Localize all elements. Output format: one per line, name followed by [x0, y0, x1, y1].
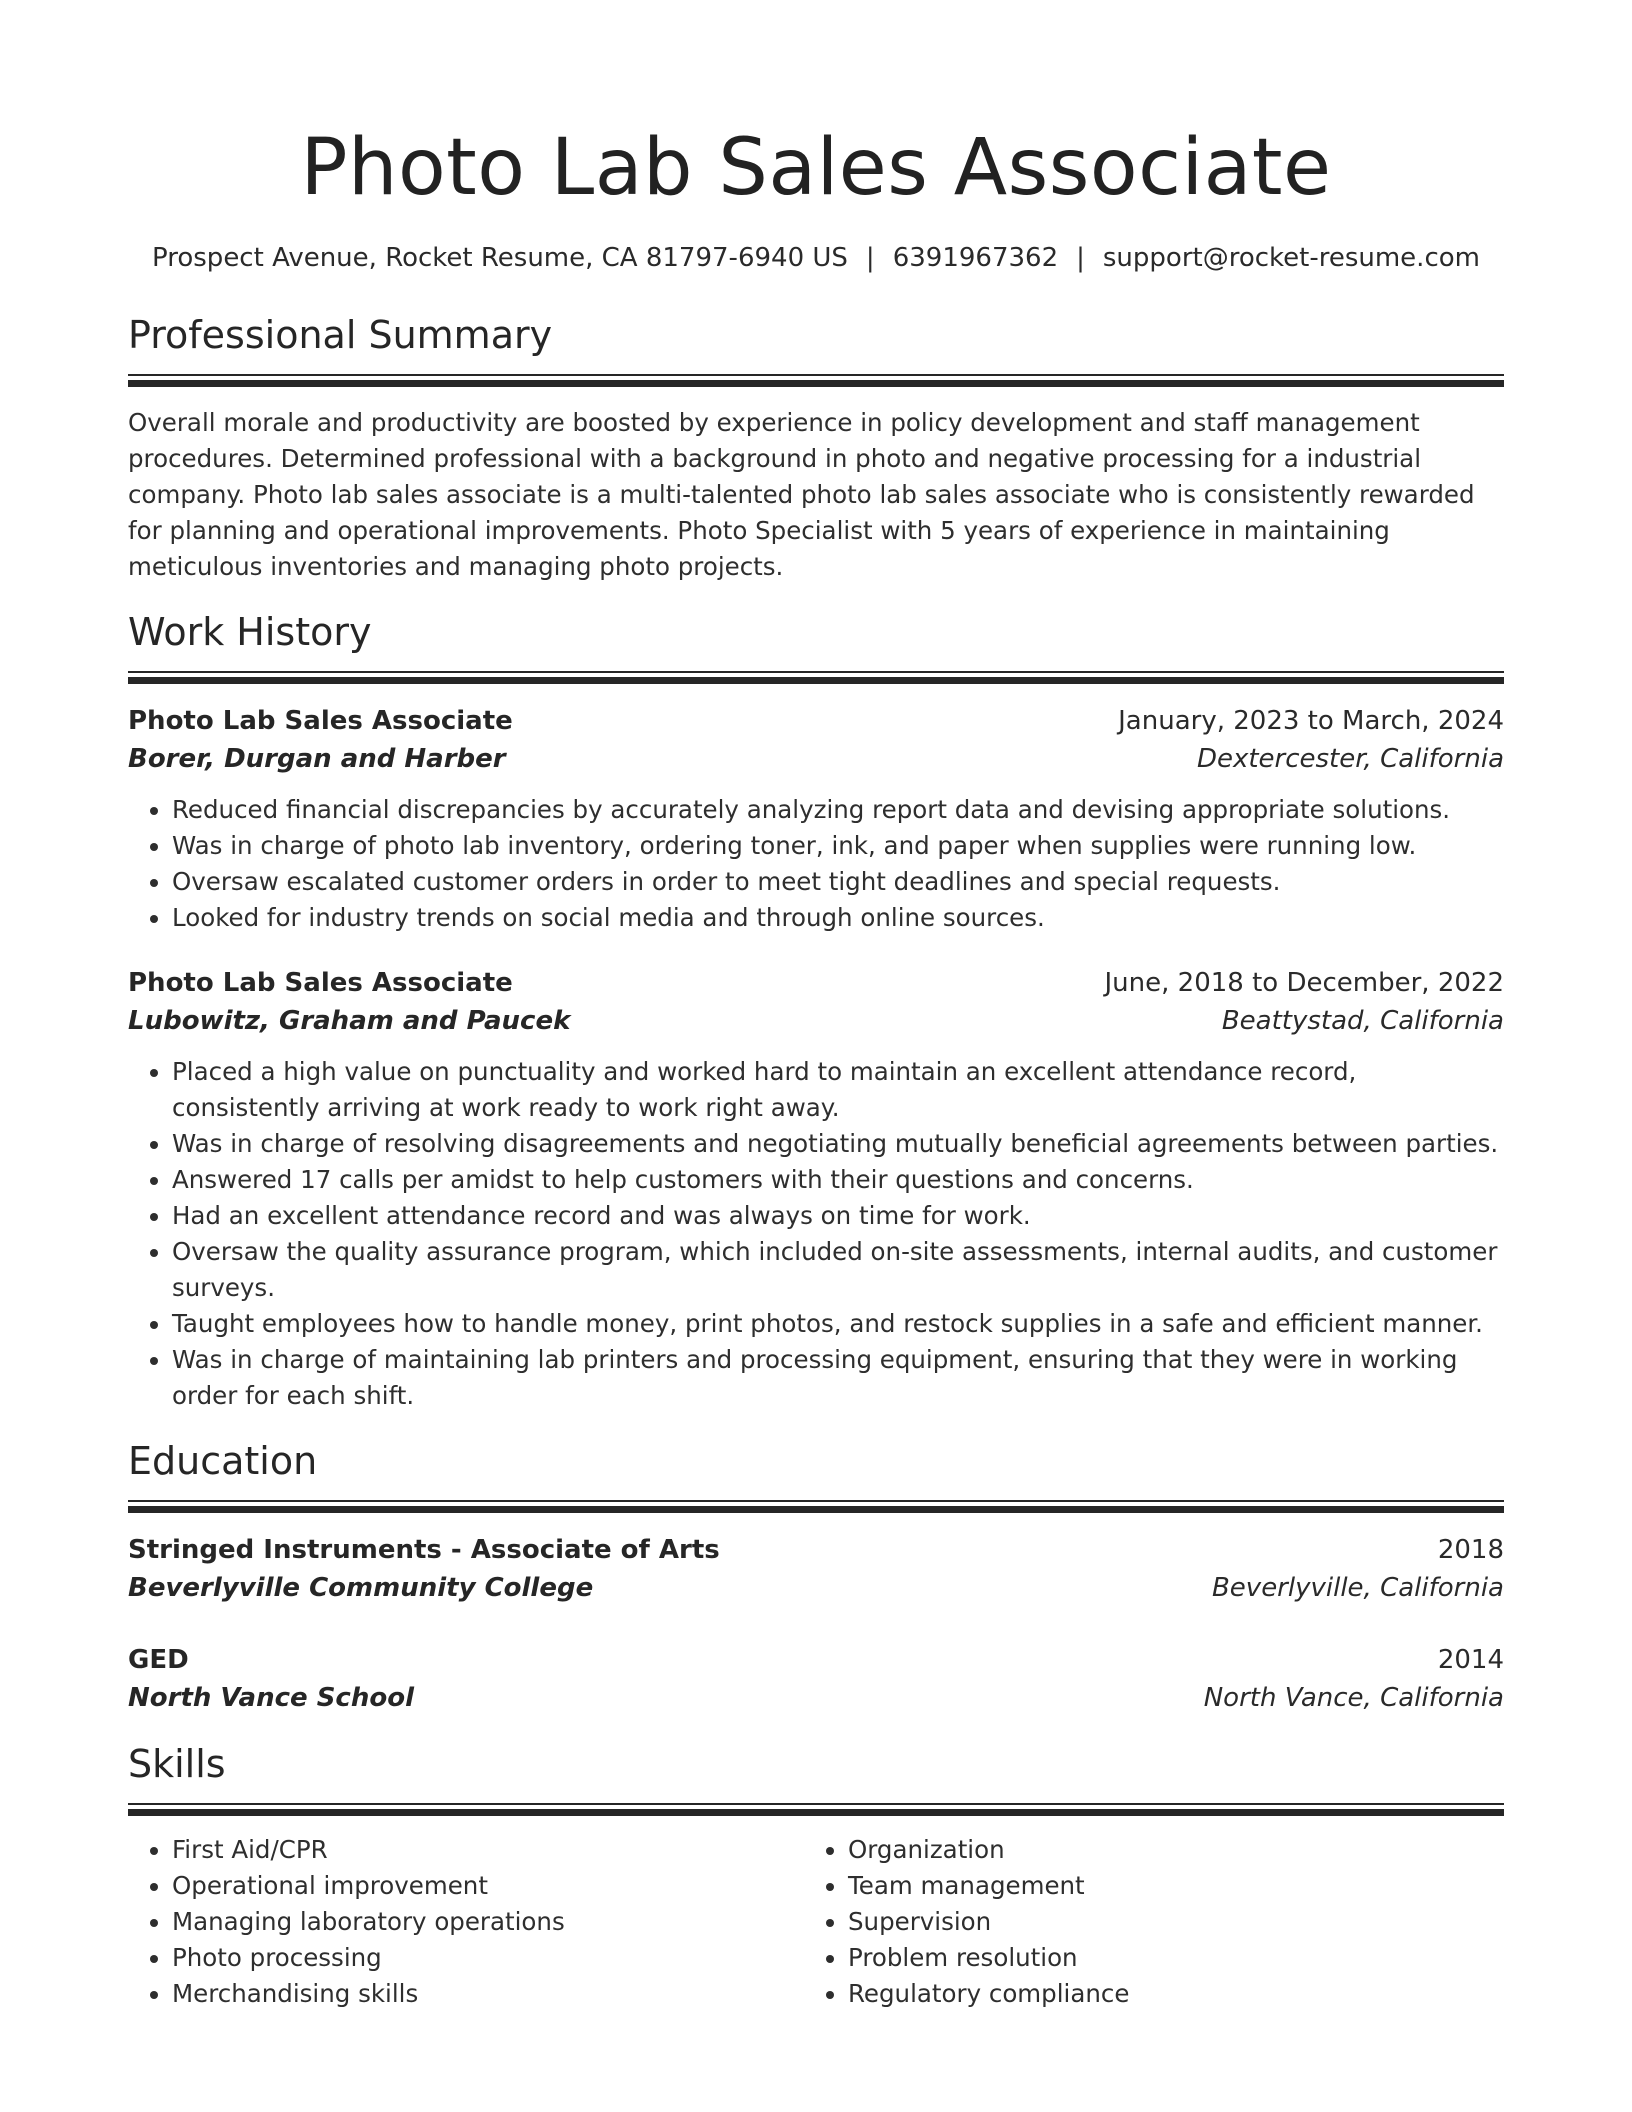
section-divider [128, 374, 1504, 387]
skill-item: • Supervision [848, 1904, 1480, 1940]
job-company: Lubowitz, Graham and Paucek [128, 1006, 571, 1036]
education-degree-row [128, 1531, 1504, 1569]
list-item: • Placed a high value on punctuality and worked hard to maintain an excellent attendance record, consistently arriving at work ready to work right away. [172, 1054, 1504, 1126]
contact-address: Prospect Avenue, Rocket Resume, CA 81797-6940 US [152, 243, 848, 273]
contact-phone: 6391967362 [892, 243, 1059, 273]
education-school: North Vance School [128, 1683, 414, 1713]
education-entry [128, 1641, 1504, 1717]
list-item: • Was in charge of photo lab inventory, ordering toner, ink, and paper when supplies were running low. [172, 828, 1504, 864]
contact-line [128, 240, 1504, 276]
skills-list-left [128, 1832, 804, 2012]
job-location: Dextercester, California [1196, 744, 1504, 774]
contact-separator: | [865, 243, 875, 273]
skill-item: • Merchandising skills [172, 1976, 804, 2012]
skills-section [128, 1739, 1504, 2012]
job-company-row [128, 740, 1504, 778]
section-divider [128, 1803, 1504, 1816]
skills-column-left [128, 1832, 804, 2012]
job-location: Beattystad, California [1221, 1006, 1504, 1036]
job-bullets [128, 792, 1504, 936]
job-company: Borer, Durgan and Harber [128, 744, 506, 774]
job-entry [128, 964, 1504, 1414]
contact-separator: | [1076, 243, 1085, 273]
job-bullets [128, 1054, 1504, 1414]
job-title-row [128, 964, 1504, 1002]
education-degree: GED [128, 1645, 189, 1675]
work-history-section [128, 607, 1504, 1414]
skill-item: • Regulatory compliance [848, 1976, 1480, 2012]
job-title: Photo Lab Sales Associate [128, 706, 513, 736]
section-divider [128, 671, 1504, 684]
list-item: • Was in charge of maintaining lab printers and processing equipment, ensuring that they were in working order for each shift. [172, 1342, 1504, 1414]
education-school: Beverlyville Community College [128, 1573, 594, 1603]
skills-list-right [804, 1832, 1480, 2012]
education-degree: Stringed Instruments - Associate of Arts [128, 1535, 720, 1565]
job-company-row [128, 1002, 1504, 1040]
education-year: 2018 [1437, 1535, 1504, 1565]
skill-item: • Operational improvement [172, 1868, 804, 1904]
skill-item: • Team management [848, 1868, 1480, 1904]
skill-item: • First Aid/CPR [172, 1832, 804, 1868]
list-item: • Oversaw escalated customer orders in order to meet tight deadlines and special requests. [172, 864, 1504, 900]
list-item: • Reduced financial discrepancies by accurately analyzing report data and devising appropriate solutions. [172, 792, 1504, 828]
skill-item: • Photo processing [172, 1940, 804, 1976]
list-item: • Oversaw the quality assurance program, which included on-site assessments, internal audits, and customer surveys. [172, 1234, 1504, 1306]
education-entry [128, 1531, 1504, 1607]
section-divider [128, 1500, 1504, 1513]
resume-name: Photo Lab Sales Associate [300, 123, 1332, 213]
skill-item: • Managing laboratory operations [172, 1904, 804, 1940]
list-item: • Taught employees how to handle money, print photos, and restock supplies in a safe and efficient manner. [172, 1306, 1504, 1342]
section-heading-skills: Skills [128, 1742, 226, 1786]
job-entry [128, 702, 1504, 936]
education-school-row [128, 1569, 1504, 1607]
job-dates: June, 2018 to December, 2022 [1104, 968, 1504, 998]
skills-column-right [804, 1832, 1480, 2012]
education-degree-row [128, 1641, 1504, 1679]
list-item: • Had an excellent attendance record and was always on time for work. [172, 1198, 1504, 1234]
list-item: • Was in charge of resolving disagreements and negotiating mutually beneficial agreements between parties. [172, 1126, 1504, 1162]
education-location: North Vance, California [1203, 1683, 1504, 1713]
list-item: • Answered 17 calls per amidst to help customers with their questions and concerns. [172, 1162, 1504, 1198]
summary-text: Overall morale and productivity are boosted by experience in policy development and staff management procedures. Determined professional with a background in photo and negative processing for a industrial company. Photo lab sales associate is a multi-talented photo lab sales associate who is consistently rewarded for planning and operational improvements. Photo Specialist with 5 years of experience in maintaining meticulous inventories and managing photo projects. [128, 408, 1475, 581]
section-heading-summary: Professional Summary [128, 313, 553, 357]
skill-item: • Organization [848, 1832, 1480, 1868]
education-school-row [128, 1679, 1504, 1717]
skills-columns [128, 1832, 1504, 2012]
list-item: • Looked for industry trends on social media and through online sources. [172, 900, 1504, 936]
section-heading-work: Work History [128, 610, 372, 654]
job-title-row [128, 702, 1504, 740]
education-location: Beverlyville, California [1211, 1573, 1504, 1603]
contact-email: support@rocket-resume.com [1102, 243, 1480, 273]
summary-section [128, 310, 1504, 585]
education-section [128, 1436, 1504, 1717]
section-heading-education: Education [128, 1439, 318, 1483]
skill-item: • Problem resolution [848, 1940, 1480, 1976]
job-dates: January, 2023 to March, 2024 [1118, 706, 1504, 736]
job-title: Photo Lab Sales Associate [128, 968, 513, 998]
education-year: 2014 [1437, 1645, 1504, 1675]
